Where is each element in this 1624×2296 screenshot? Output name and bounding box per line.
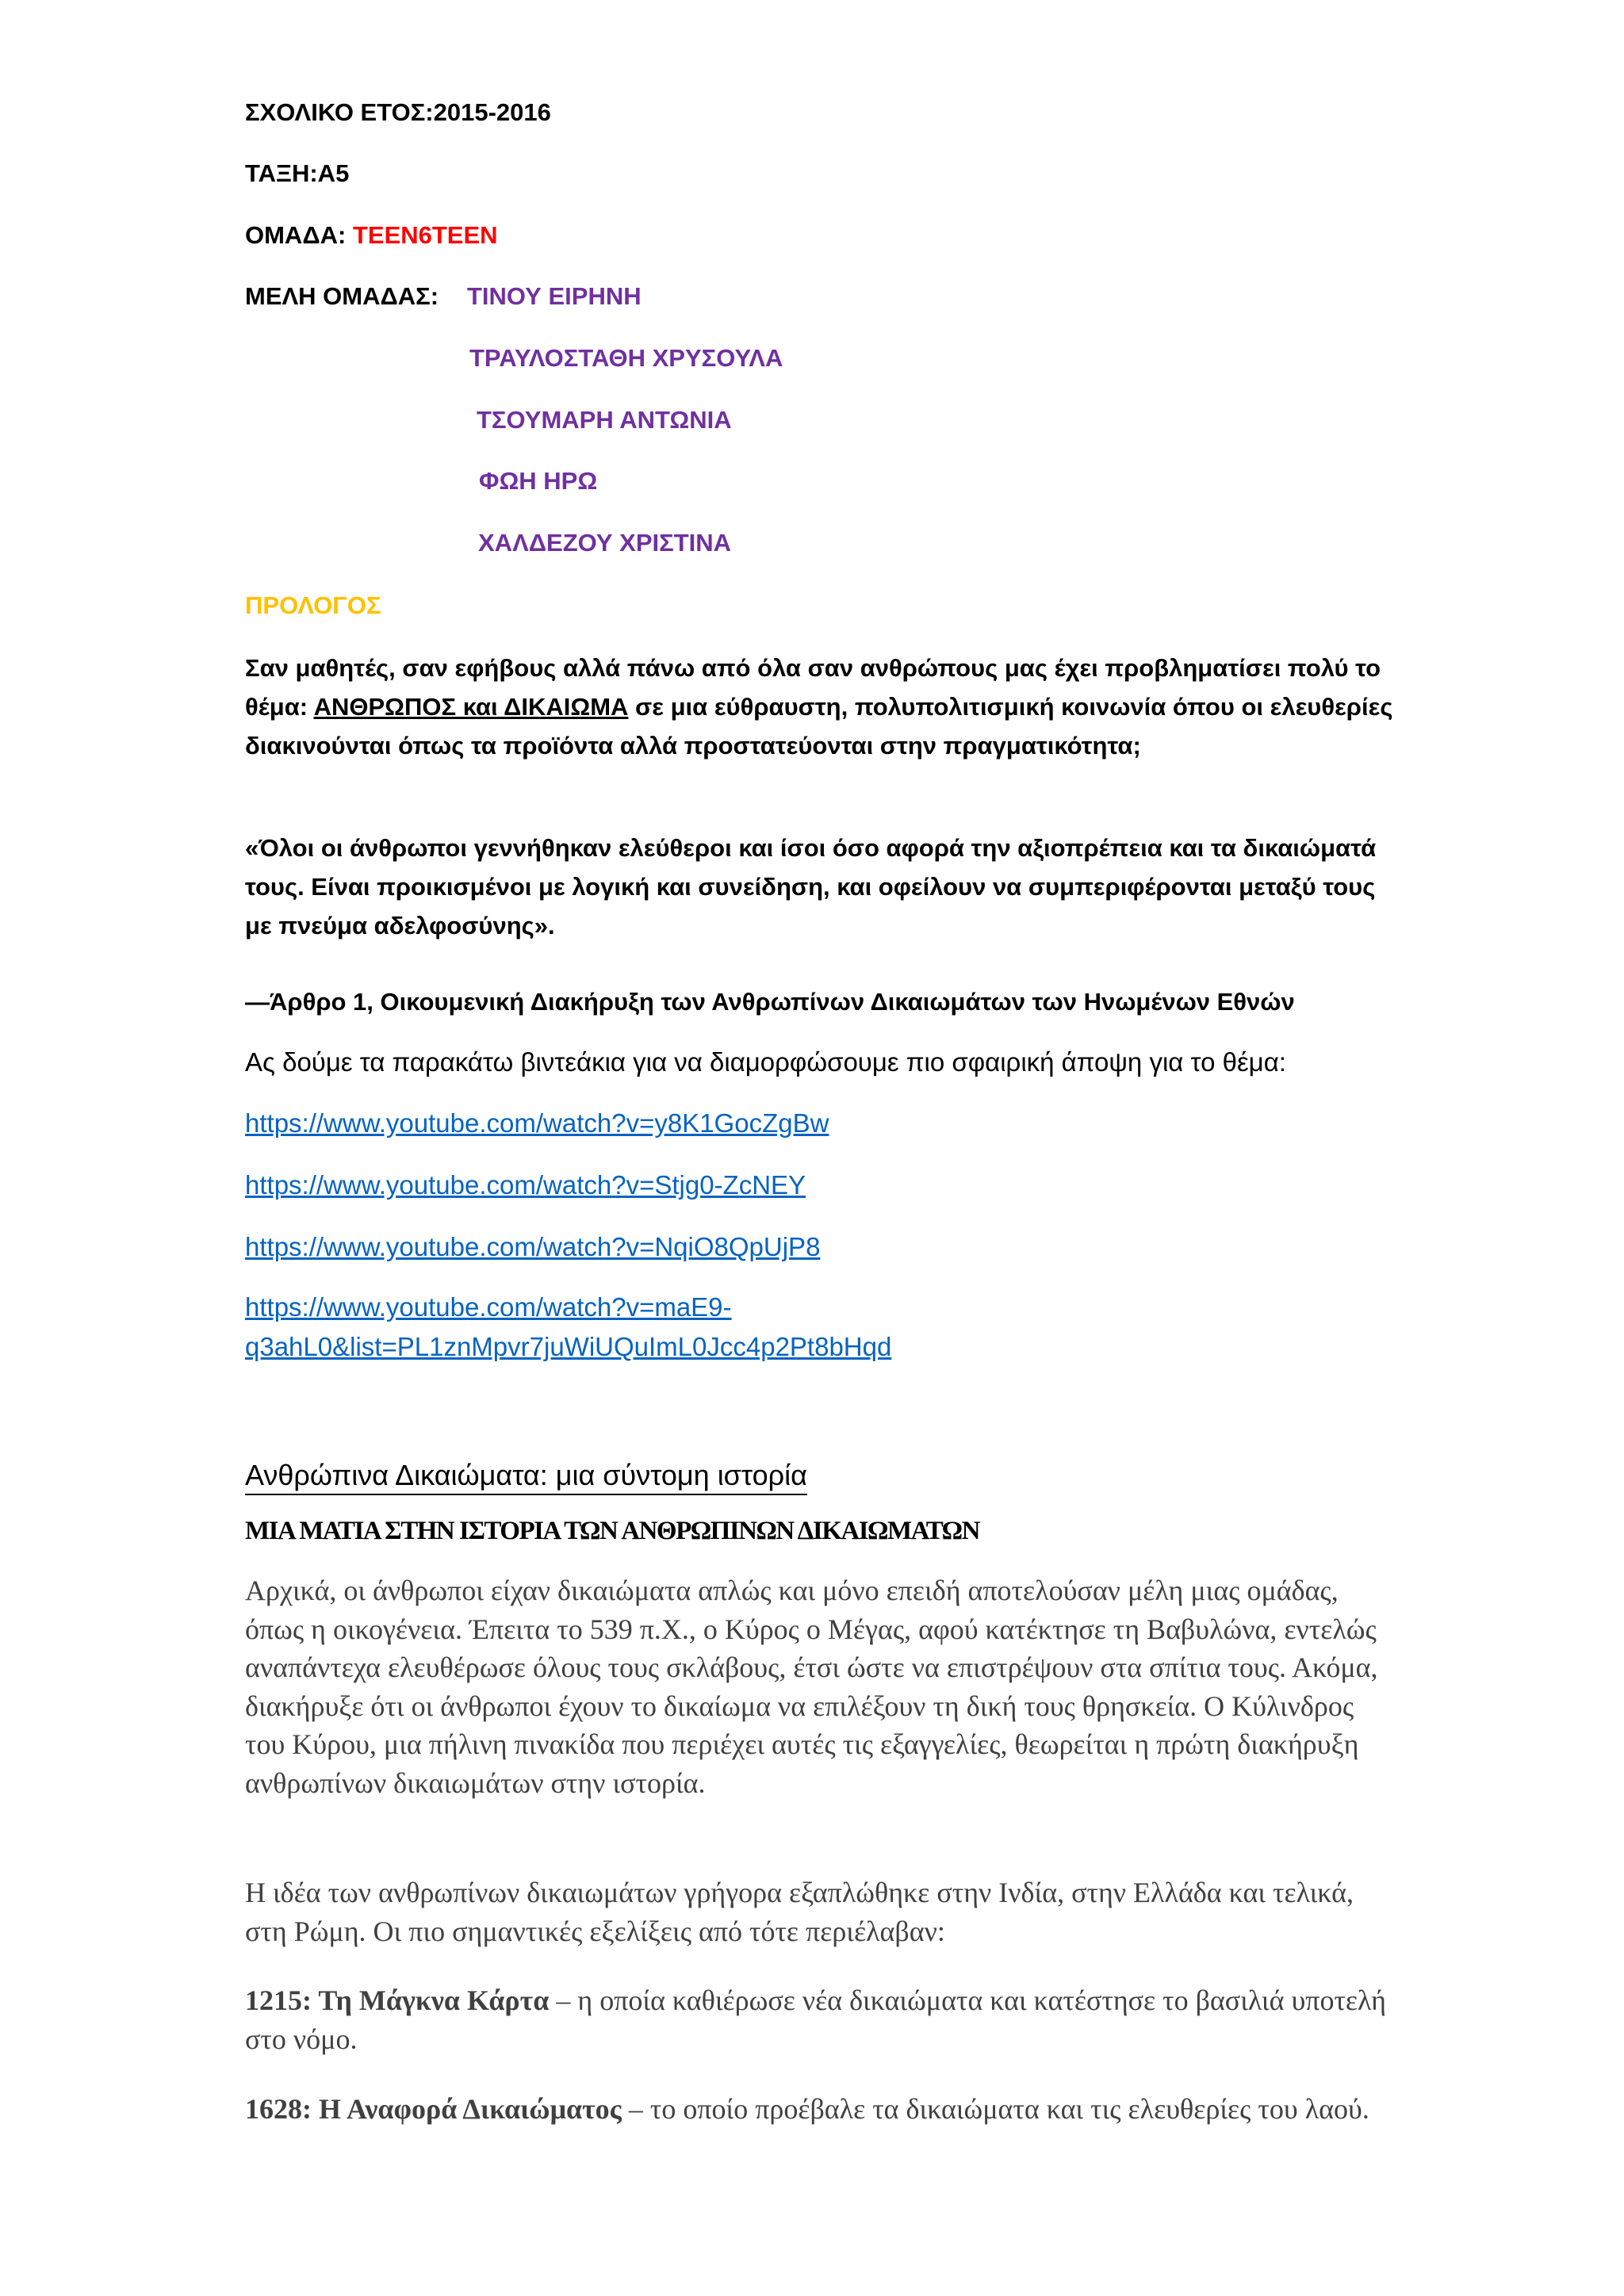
member-name: ΤΡΑΥΛΟΣΤΑΘΗ ΧΡΥΣΟΥΛΑ	[469, 344, 783, 372]
prologue-topic: ΑΝΘΡΩΠΟΣ και ΔΙΚΑΙΩΜΑ	[313, 693, 629, 721]
prologue-heading: ΠΡΟΛΟΓΟΣ	[245, 591, 381, 619]
history-item-1: 1215: Τη Μάγκνα Κάρτα – η οποία καθιέρωσε νέα δικαιώματα και κατέστησε το βασιλιά υποτελή στο νόμο.	[245, 1984, 1387, 2055]
school-year: ΣΧΟΛΙΚΟ ΕΤΟΣ:2015-2016	[245, 98, 551, 126]
history-subtitle: ΜΙΑ ΜΑΤΙΑ ΣΤΗΝ ΙΣΤΟΡΙΑ ΤΩΝ ΑΝΘΡΩΠΙΝΩΝ ΔΙΚΑΙΩΜΑΤΩΝ	[245, 1517, 979, 1545]
group-line	[245, 221, 498, 250]
prologue-quote: «Όλοι οι άνθρωποι γεννήθηκαν ελεύθεροι και ίσοι όσο αφορά την αξιοπρέπεια και τα δικαιώματά τους. Είναι προικισμένοι με λογική και συνείδηση, και οφείλουν να συμπεριφέρονται μεταξύ τους με πνεύμα αδελφοσύνης».	[245, 834, 1377, 939]
video-link-line-2[interactable]: q3ahL0&list=PL1znMpvr7juWiUQuImL0Jcc4p2Pt8bHqd	[245, 1332, 892, 1361]
video-link[interactable]: https://www.youtube.com/watch?v=y8K1GocZgBw	[245, 1108, 829, 1138]
video-link[interactable]: https://www.youtube.com/watch?v=NqiO8QpUjP8	[245, 1232, 821, 1261]
member-name: ΤΣΟΥΜΑΡΗ ΑΝΤΩΝΙΑ	[477, 406, 732, 434]
members-label: ΜΕΛΗ ΟΜΑΔΑΣ:	[245, 282, 439, 310]
member-name: ΦΩΗ ΗΡΩ	[479, 467, 598, 495]
history-item-2: 1628: Η Αναφορά Δικαιώματος – το οποίο προέβαλε τα δικαιώματα και τις ελευθερίες του λαού.	[245, 2093, 1369, 2125]
class-label: ΤΑΞΗ:Α5	[245, 159, 350, 187]
history-paragraph-1: Αρχικά, οι άνθρωποι είχαν δικαιώματα απλώς και μόνο επειδή αποτελούσαν μέλη μιας ομάδας, όπως η οικογένεια. Έπειτα το 539 π.Χ., ο Κύρος ο Μέγας, αφού κατέκτησε τη Βαβυλώνα, εντελώς αναπάντεχα ελευθέρωσε όλους τους σκλάβους, έτσι ώστε να επιστρέψουν στα σπίτια τους. Ακόμα, διακήρυξε ότι οι άνθρωποι έχουν το δικαίωμα να επιλέξουν τη δική τους θρησκεία. Ο Κύλινδρος του Κύρου, μια πήλινη πινακίδα που περιέχει αυτές τις εξαγγελίες, θεωρείται η πρώτη διακήρυξη ανθρωπίνων δικαιωμάτων στην ιστορία.	[245, 1575, 1378, 1799]
history-title: Ανθρώπινα Δικαιώματα: μια σύντομη ιστορία	[245, 1459, 807, 1495]
group-name: TEEN6TEEN	[352, 221, 498, 249]
prologue-paragraph: Σαν μαθητές, σαν εφήβους αλλά πάνω από όλα σαν ανθρώπους μας έχει προβληματίσει πολύ το θέμα: ΑΝΘΡΩΠΟΣ και ΔΙΚΑΙΩΜΑ σε μια εύθραυστη, πολυπολιτισμική κοινωνία όπου οι ελευθερίες διακινούνται όπως τα προϊόντα αλλά προστατεύονται στην πραγματικότητα;	[245, 654, 1393, 760]
group-label: ΟΜΑΔΑ:	[245, 221, 347, 249]
videos-intro: Ας δούμε τα παρακάτω βιντεάκια για να διαμορφώσουμε πιο σφαιρική άποψη για το θέμα:	[245, 1047, 1286, 1077]
member-name: ΤΙΝΟΥ ΕΙΡΗΝΗ	[467, 282, 642, 310]
member-name: ΧΑΛΔΕΖΟΥ ΧΡΙΣΤΙΝΑ	[478, 529, 732, 557]
history-paragraph-2: Η ιδέα των ανθρωπίνων δικαιωμάτων γρήγορα εξαπλώθηκε στην Ινδία, στην Ελλάδα και τελικά, στη Ρώμη. Οι πιο σημαντικές εξελίξεις από τότε περιέλαβαν:	[245, 1877, 1354, 1947]
video-link[interactable]: https://www.youtube.com/watch?v=Stjg0-ZcNEY	[245, 1170, 806, 1200]
video-link-line-1[interactable]: https://www.youtube.com/watch?v=maE9-	[245, 1292, 732, 1322]
quote-attribution: —Άρθρο 1, Οικουμενική Διακήρυξη των Ανθρωπίνων Δικαιωμάτων των Ηνωμένων Εθνών	[245, 988, 1295, 1016]
